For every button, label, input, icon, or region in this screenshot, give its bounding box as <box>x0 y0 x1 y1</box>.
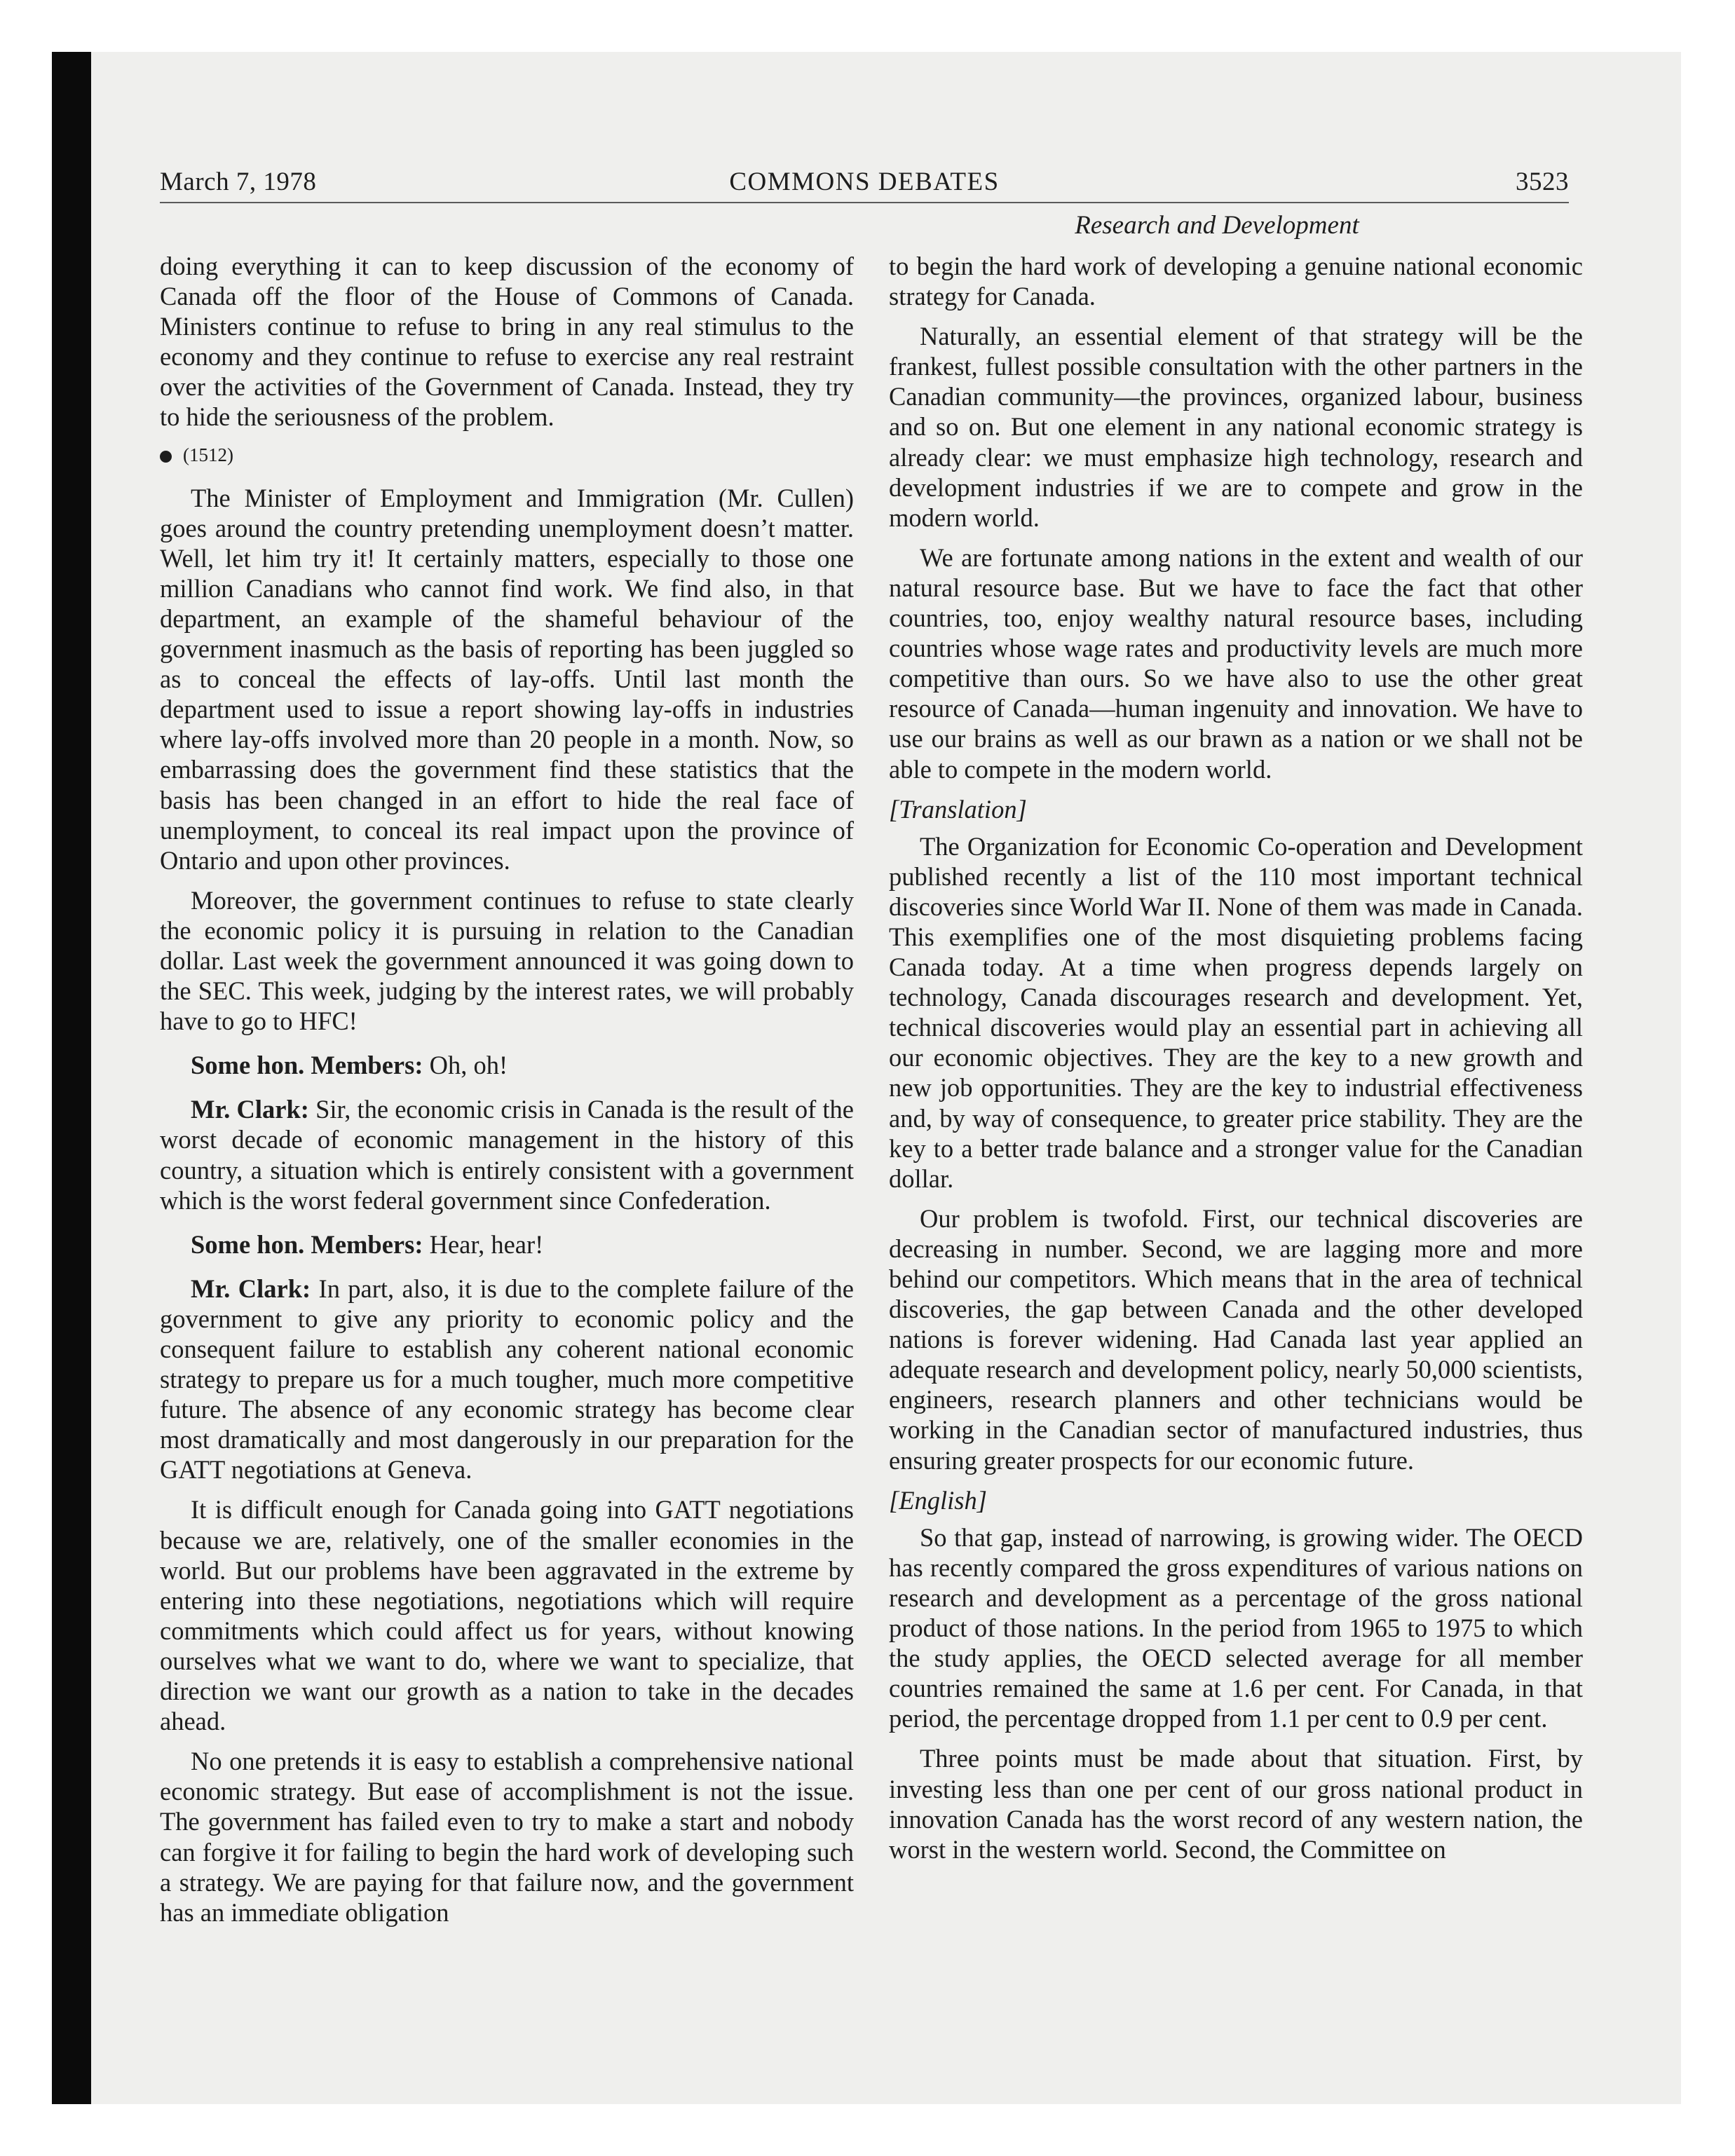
interjection <box>160 1229 854 1260</box>
bullet-icon <box>160 451 172 463</box>
paragraph: It is difficult enough for Canada going into GATT negotiations because we are, relatively, one of the smaller economies in the world. But our problems have been aggravated in the extreme by entering into these negotiations, negotiations which will require commitments which could affect us for years, without knowing ourselves what we want to do, where we want to specialize, that direction we want our growth as a nation to take in the decades ahead. <box>160 1495 854 1736</box>
interjection-text: Oh, oh! <box>429 1051 508 1080</box>
paragraph: Moreover, the government continues to refuse to state clearly the economic policy it is pursuing in relation to the Canadian dollar. Last week the government announced it was going down to the SEC. This week, judging by the interest rates, we will probably have to go to HFC! <box>160 885 854 1036</box>
scanned-page <box>52 52 1681 2104</box>
paragraph: We are fortunate among nations in the extent and wealth of our natural resource base. But we have to face the fact that other countries, too, enjoy wealthy natural resource bases, including countries whose wage rates and productivity levels are much more competitive than ours. So we have also to use the other great resource of Canada—human ingenuity and innovation. We have to use our brains as well as our brawn as a nation or we shall not be able to compete in the modern world. <box>889 543 1583 784</box>
left-column <box>160 251 854 1937</box>
page-header <box>160 165 1569 199</box>
speech-text: In part, also, it is due to the complete failure of the government to give any priority to economic policy and the consequent failure to establish any coherent national economic strategy to prepare us for a much tougher, much more competitive future. The absence of any economic strategy has become clear most dramatically and most dangerously in our preparation for the GATT negotiations at Geneva. <box>160 1274 854 1485</box>
paragraph: Naturally, an essential element of that strategy will be the frankest, fullest possible consultation with the other partners in the Canadian community—the provinces, organized labour, business and so on. But one element in any national economic strategy is already clear: we must emphasize high technology, research and development industries if we are to compete and grow in the modern world. <box>889 322 1583 532</box>
language-marker: [English] <box>889 1485 987 1515</box>
header-rule <box>160 202 1569 203</box>
speaker-name: Mr. Clark: <box>191 1274 311 1303</box>
right-column <box>889 251 1583 1874</box>
paragraph: Three points must be made about that situation. First, by investing less than one per cent of our gross national product in innovation Canada has the worst record of any western nation, the worst in the western world. Second, the Committee on <box>889 1744 1583 1864</box>
section-heading: Research and Development <box>1075 211 1359 240</box>
paragraph: Our problem is twofold. First, our technical discoveries are decreasing in number. Second, we are lagging more and more behind our competitors. Which means that in the area of technical discoveries, the gap between Canada and the other developed nations is forever widening. Had Canada last year applied an adequate research and development policy, nearly 50,000 scientists, engineers, research planners and other technicians would be working in the Canadian sector of manufactured industries, thus ensuring greater prospects for our economic future. <box>889 1203 1583 1475</box>
speaker-name: Some hon. Members: <box>191 1229 423 1259</box>
header-page-number: 3523 <box>1516 168 1569 196</box>
header-date: March 7, 1978 <box>160 168 317 196</box>
speech-text: Sir, the economic crisis in Canada is the result of the worst decade of economic management in the history of this country, a situation which is entirely consistent with a government which is the worst federal government since Confederation. <box>160 1095 855 1215</box>
interjection-text: Hear, hear! <box>429 1229 544 1259</box>
interjection <box>160 1050 854 1080</box>
scan-edge-bar <box>52 52 91 2104</box>
paragraph: to begin the hard work of developing a genuine national economic strategy for Canada. <box>889 252 1583 311</box>
paragraph: No one pretends it is easy to establish a comprehensive national economic strategy. But ease of accomplishment is not the issue. The government has failed even to try to make a start and nobody can forgive it for failing to begin the hard work of developing such a strategy. We are paying for that failure now, and the government has an immediate obligation <box>160 1747 854 1927</box>
language-marker: [Translation] <box>889 794 1027 824</box>
speech <box>160 1274 854 1485</box>
speech <box>160 1094 854 1215</box>
time-marker <box>160 442 854 468</box>
paragraph: The Organization for Economic Co-operation and Development published recently a list of the 110 most important technical discoveries since World War II. None of them was made in Canada. This exemplifies one of the most disquieting problems facing Canada today. At a time when progress depends largely on technology, Canada discourages research and development. Yet, technical discoveries would play an essential part in achieving all our economic objectives. They are the key to a new growth and new job opportunities. They are the key to industrial effectiveness and, by way of consequence, to greater price stability. They are the key to a better trade balance and a stronger value for the Canadian dollar. <box>889 831 1583 1193</box>
time-marker-text: (1512) <box>183 444 233 465</box>
paragraph: So that gap, instead of narrowing, is growing wider. The OECD has recently compared the gross expenditures of various nations on research and development as a percentage of the gross national product of those nations. In the period from 1965 to 1975 to which the study applies, the OECD selected average for all member countries remained the same at 1.6 per cent. For Canada, in that period, the percentage dropped from 1.1 per cent to 0.9 per cent. <box>889 1522 1583 1733</box>
paragraph: The Minister of Employment and Immigration (Mr. Cullen) goes around the country pretending unemployment doesn’t matter. Well, let him try it! It certainly matters, especially to those one million Canadians who cannot find work. We find also, in that department, an example of the shameful behaviour of the government inasmuch as the basis of reporting has been juggled so as to conceal the effects of lay-offs. Until last month the department used to issue a report showing lay-offs in industries where lay-offs involved more than 20 people in a month. Now, so embarrassing does the government find these statistics that the basis has been changed in an effort to hide the real face of unemployment, to conceal its real impact upon the province of Ontario and upon other provinces. <box>160 483 854 875</box>
paragraph: doing everything it can to keep discussion of the economy of Canada off the floor of the House of Commons of Canada. Ministers continue to refuse to bring in any real stimulus to the economy and they continue to refuse to exercise any real restraint over the activities of the Government of Canada. Instead, they try to hide the seriousness of the problem. <box>160 252 854 432</box>
speaker-name: Some hon. Members: <box>191 1051 423 1080</box>
speaker-name: Mr. Clark: <box>191 1095 309 1124</box>
header-publication: COMMONS DEBATES <box>729 168 1000 196</box>
